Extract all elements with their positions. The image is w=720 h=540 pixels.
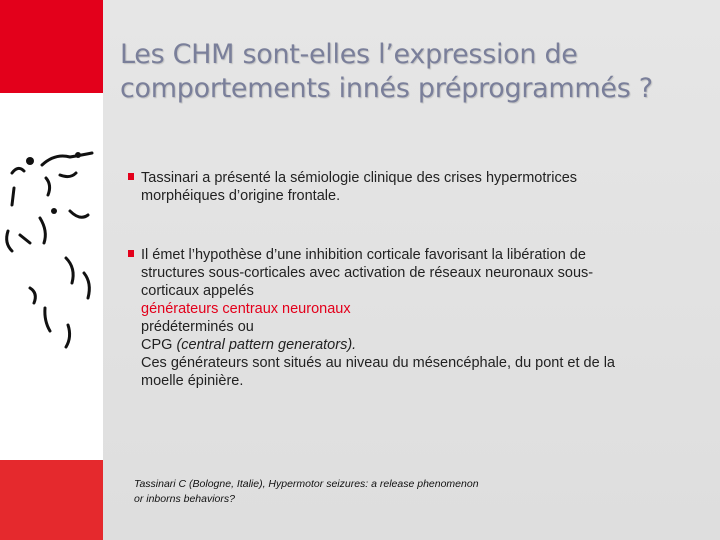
slide-title-line: comportements innés préprogrammés ? [120, 73, 653, 105]
running-figures-illustration [0, 93, 103, 460]
figure-head [51, 208, 57, 214]
figure-stroke [45, 308, 50, 331]
bullet-line: Il émet l’hypothèse d’une inhibition corticale favorisant la libération de [141, 247, 586, 263]
highlighted-term: générateurs centraux neuronaux [141, 301, 351, 317]
bullet-line: moelle épinière. [141, 373, 244, 389]
bullet-line: CPG (central pattern generators). [141, 337, 357, 353]
bullet-tassinari [128, 169, 688, 205]
bullet-marker-icon [128, 250, 134, 257]
figure-stroke [7, 231, 12, 251]
citation [134, 477, 634, 507]
bullet-line: Ces générateurs sont situés au niveau du mésencéphale, du pont et de la [141, 355, 615, 371]
bullet-line-segment: prédéterminés ou [141, 319, 254, 335]
bullet-line: structures sous-corticales avec activation de réseaux neuronaux sous- [141, 265, 594, 281]
figure-stroke [84, 273, 89, 298]
left-band-logo-area [0, 460, 103, 540]
bullet-line-with-term [141, 282, 688, 336]
citation-line: Tassinari C (Bologne, Italie), Hypermotor seizures: a release phenomenon [134, 478, 479, 490]
figure-head [75, 152, 81, 158]
figure-stroke [40, 218, 45, 243]
figure-stroke [60, 173, 76, 177]
figure-stroke [66, 258, 73, 283]
figure-stroke [70, 211, 88, 217]
bullet-text [141, 169, 688, 205]
figure-stroke [12, 188, 14, 205]
bullet-line: Tassinari a présenté la sémiologie clinique des crises hypermotrices [141, 170, 578, 186]
bullet-marker-icon [128, 173, 134, 180]
slide-title-line: Les CHM sont-elles l’expression de [120, 39, 578, 71]
figure-stroke [12, 168, 24, 173]
bullet-line: morphéiques d’origine frontale. [141, 188, 341, 204]
bullet-line-segment: corticaux appelés [141, 283, 254, 299]
bullet-text [141, 246, 688, 390]
bullet-hypothesis [128, 246, 688, 390]
italic-segment: (central pattern generators). [176, 337, 357, 353]
figure-stroke [30, 288, 35, 303]
figure-head [26, 157, 34, 165]
citation-line: or inborns behaviors? [134, 493, 235, 505]
figure-stroke [20, 235, 30, 243]
figure-stroke [66, 325, 70, 347]
figure-stroke [42, 153, 92, 165]
figure-stroke [46, 178, 50, 195]
slide-title [120, 38, 720, 106]
